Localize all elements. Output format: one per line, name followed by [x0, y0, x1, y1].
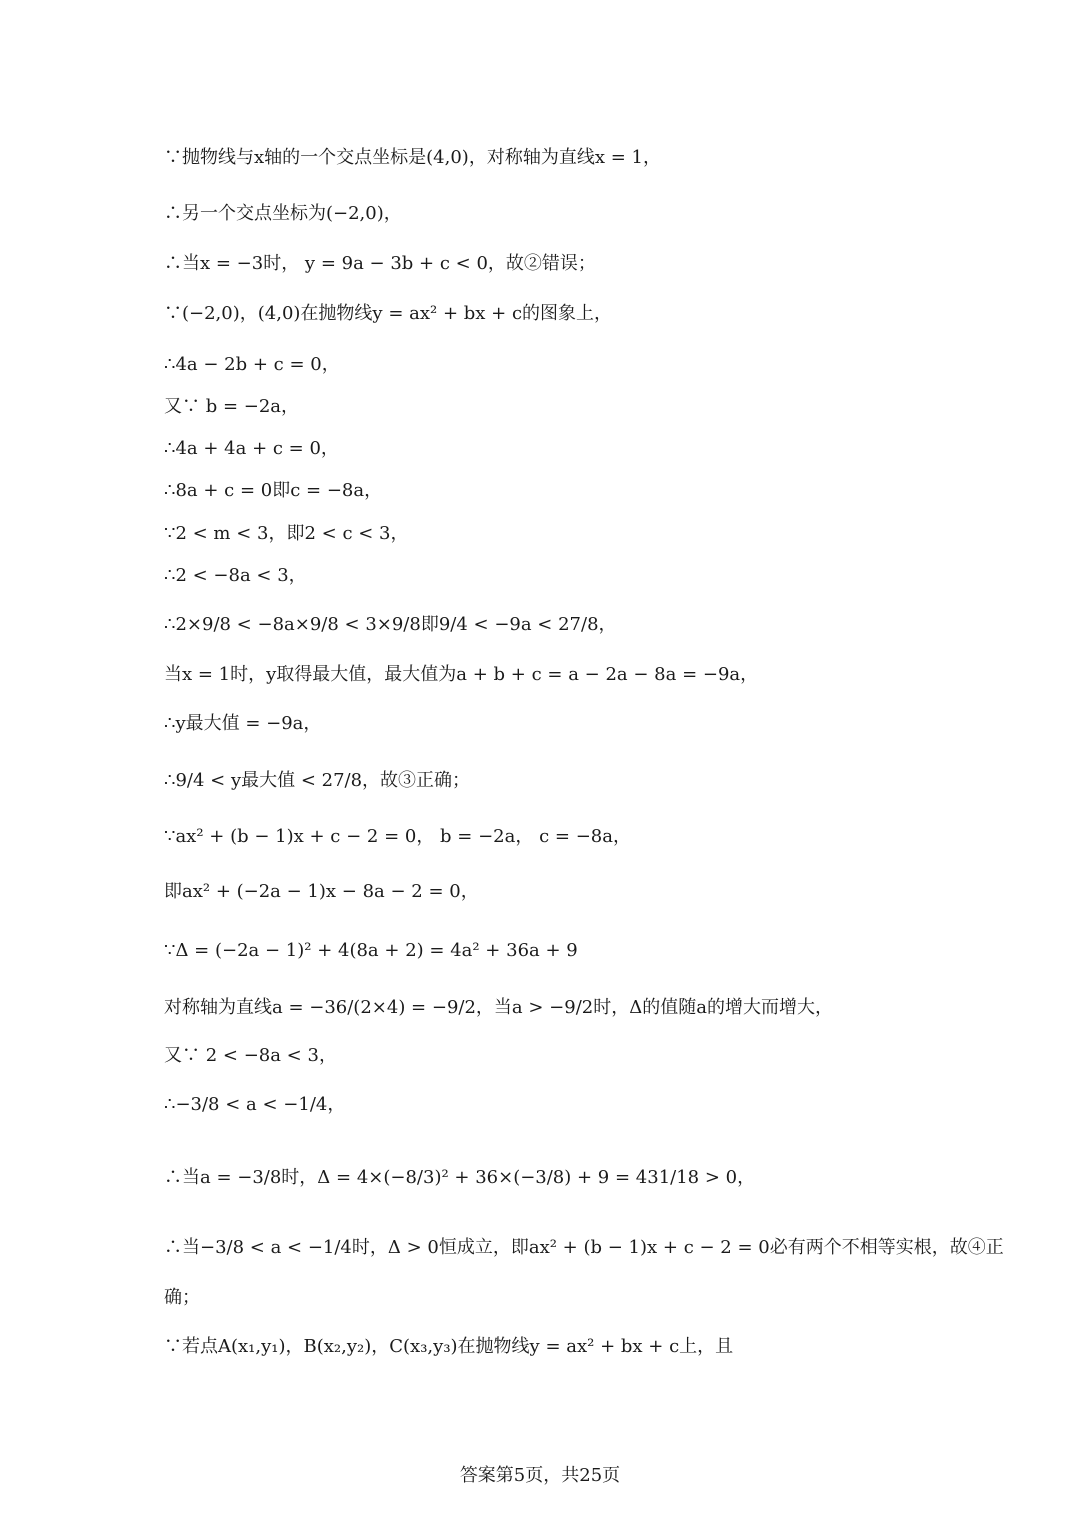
- solution-line: ∵2 < m < 3，即2 < c < 3，: [164, 523, 409, 544]
- solution-line: 即ax² + (−2a − 1)x − 8a − 2 = 0，: [164, 881, 479, 902]
- solution-line: ∴2 < −8a < 3，: [164, 565, 307, 586]
- solution-line: ∴4a + 4a + c = 0，: [164, 438, 339, 459]
- solution-line: 又∵ b = −2a，: [164, 396, 300, 417]
- solution-line: 对称轴为直线a = −36/(2×4) = −9/2，当a > −9/2时，Δ的值随a的增大而增大，: [164, 997, 833, 1018]
- solution-line: ∴当x = −3时， y = 9a − 3b + c < 0，故②错误；: [164, 253, 596, 274]
- solution-line: ∴8a + c = 0即c = −8a，: [164, 480, 383, 501]
- solution-line: ∴当a = −3/8时，Δ = 4×(−8/3)² + 36×(−3/8) + 9 = 431/18 > 0，: [164, 1167, 756, 1188]
- solution-line: ∴当−3/8 < a < −1/4时，Δ > 0恒成立，即ax² + (b − 1)x + c − 2 = 0必有两个不相等实根，故④正: [164, 1237, 1004, 1258]
- solution-line: ∴y最大值 = −9a，: [164, 713, 322, 734]
- solution-line: ∴−3/8 < a < −1/4，: [164, 1094, 346, 1115]
- solution-line: 当x = 1时，y取得最大值，最大值为a + b + c = a − 2a − 8a = −9a，: [164, 664, 759, 685]
- solution-line: ∴另一个交点坐标为(−2,0)，: [164, 203, 402, 224]
- solution-line: 确；: [164, 1287, 200, 1308]
- solution-line: ∴9/4 < y最大值 < 27/8，故③正确；: [164, 770, 471, 791]
- solution-line: ∴4a − 2b + c = 0，: [164, 354, 340, 375]
- solution-line: ∵(−2,0)，(4,0)在抛物线y = ax² + bx + c的图象上，: [164, 303, 613, 324]
- solution-line: ∵ax² + (b − 1)x + c − 2 = 0， b = −2a， c = −8a，: [164, 826, 631, 847]
- solution-line: 又∵ 2 < −8a < 3，: [164, 1045, 337, 1066]
- page-footer: 答案第5页，共25页: [459, 1465, 621, 1486]
- solution-line: ∵若点A(x₁,y₁)，B(x₂,y₂)，C(x₃,y₃)在抛物线y = ax² + bx + c上，且: [164, 1336, 734, 1357]
- solution-line: ∵Δ = (−2a − 1)² + 4(8a + 2) = 4a² + 36a + 9: [164, 940, 578, 961]
- solution-line: ∵抛物线与x轴的一个交点坐标是(4,0)，对称轴为直线x = 1，: [164, 147, 661, 168]
- solution-line: ∴2×9/8 < −8a×9/8 < 3×9/8即9/4 < −9a < 27/8，: [164, 614, 617, 635]
